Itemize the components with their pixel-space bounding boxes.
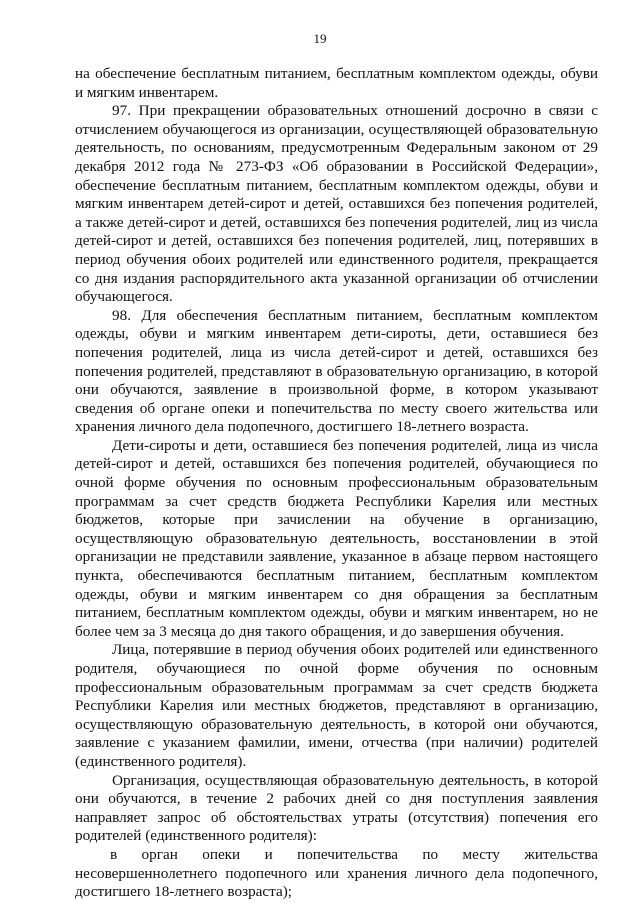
paragraph-organization-request: Организация, осуществляющая образовательную деятельность, в которой они обучаются, в течение 2 рабочих дней со дня поступления заявления направляет запрос об обстоятельствах утраты (отсутствия) попечения его родителей (единственного родителя):: [75, 771, 598, 845]
paragraph-guardianship-authority: в орган опеки и попечительства по месту жительства несовершеннолетнего подопечного или хранения личного дела подопечного, достигшего 18-летнего возраста);: [75, 845, 598, 901]
paragraph-item-97: 97. При прекращении образовательных отношений досрочно в связи с отчислением обучающегося из организации, осуществляющей образовательную деятельность, по основаниям, предусмотренным Федеральным законом от 29 декабря 2012 года № 273-ФЗ «Об образовании в Российской Федерации», обеспечение бесплатным питанием, бесплатным комплектом одежды, обуви и мягким инвентарем детей-сирот и детей, оставшихся без попечения родителей, а также детей-сирот и детей, оставшихся без попечения родителей, лиц из числа детей-сирот и детей, оставшихся без попечения родителей, лиц, потерявших в период обучения обоих родителей или единственного родителя, прекращается со дня издания распорядительного акта указанной организации об отчислении обучающегося.: [75, 102, 598, 306]
paragraph-continuation: на обеспечение бесплатным питанием, бесплатным комплектом одежды, обуви и мягким инвентарем.: [75, 65, 598, 101]
paragraph-persons-lost-parents: Лица, потерявшие в период обучения обоих родителей или единственного родителя, обучающиеся по очной форме обучения по основным профессиональным образовательным программам за счет средств бюджета Республики Карелия или местных бюджетов, представляют в организацию, осуществляющую образовательную деятельность, в которой они обучаются, заявление с указанием фамилии, имени, отчества (при наличии) родителей (единственного родителя).: [75, 641, 598, 770]
paragraph-orphans-without-application: Дети-сироты и дети, оставшиеся без попечения родителей, лица из числа детей-сирот и детей, оставшихся без попечения родителей, обучающиеся по очной форме обучения по основным профессиональным образовательным программам за счет средств бюджета Республики Карелия или местных бюджетов, которые при зачислении на обучение в организацию, осуществляющую образовательную деятельность, восстановлении в этой организации не представили заявление, указанное в абзаце первом настоящего пункта, обеспечиваются бесплатным питанием, бесплатным комплектом одежды, обуви и мягким инвентарем со дня обращения за бесплатным питанием, бесплатным комплектом одежды, обуви и мягким инвентарем, но не более чем за 3 месяца до дня такого обращения, и до завершения обучения.: [75, 436, 598, 640]
document-body: [75, 65, 598, 902]
page-number: 19: [313, 31, 327, 46]
paragraph-item-98: 98. Для обеспечения бесплатным питанием, бесплатным комплектом одежды, обуви и мягким инвентарем дети-сироты, дети, оставшиеся без попечения родителей, лица из числа детей-сирот и детей, оставшихся без попечения родителей, представляют в образовательную организацию, в которой они обучаются, заявление в произвольной форме, в котором указывают сведения об органе опеки и попечительства по месту своего жительства или хранения личного дела подопечного, достигшего 18-летнего возраста.: [75, 306, 598, 436]
